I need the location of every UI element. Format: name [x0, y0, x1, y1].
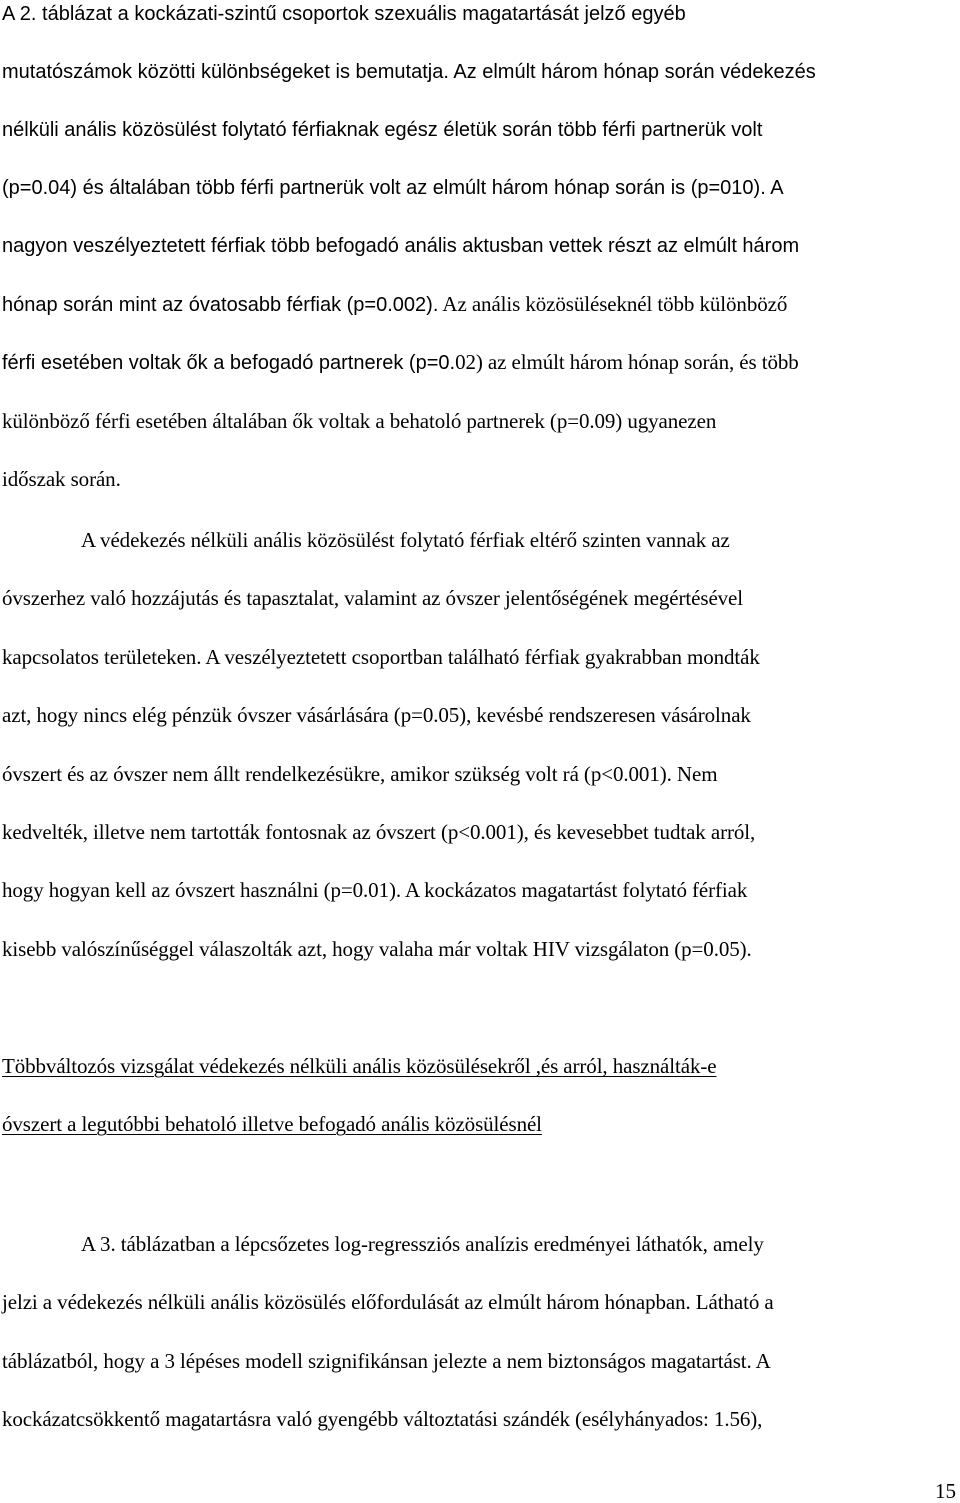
- text-line: azt, hogy nincs elég pénzük óvszer vásárlására (p=0.05), kevésbé rendszeresen vásárolnak: [2, 703, 751, 727]
- text-line: kapcsolatos területeken. A veszélyeztetett csoportban található férfiak gyakrabban mondták: [2, 645, 760, 669]
- text-line: nélküli anális közösülést folytató férfiaknak egész életük során több férfi partnerük volt: [2, 119, 763, 141]
- text-line: A védekezés nélküli anális közösülést folytató férfiak eltérő szinten vannak az: [81, 528, 730, 552]
- text-line: különböző férfi esetében általában ők voltak a behatoló partnerek (p=0.09) ugyanezen: [2, 409, 717, 433]
- heading-line: Többváltozós vizsgálat védekezés nélküli anális közösülésekről ,és arról, használták-e: [2, 1054, 717, 1078]
- text-line: kockázatcsökkentő magatartásra való gyengébb változtatási szándék (esélyhányados: 1.56),: [2, 1407, 763, 1431]
- text-line: kedvelték, illetve nem tartották fontosnak az óvszert (p<0.001), és kevesebbet tudtak arról,: [2, 820, 756, 844]
- page-number: 15: [935, 1479, 956, 1503]
- text-line: [2, 291, 787, 318]
- text-segment: hónap során mint az óvatosabb férfiak (p=0.002).: [2, 294, 439, 316]
- text-line: óvszerhez való hozzájutás és tapasztalat, valamint az óvszer jelentőségének megértésével: [2, 586, 744, 610]
- text-line: (p=0.04) és általában több férfi partnerük volt az elmúlt három hónap során is (p=010). A: [2, 177, 784, 199]
- text-line: táblázatból, hogy a 3 lépéses modell szignifikánsan jelezte a nem biztonságos magatartást. A: [2, 1349, 771, 1373]
- text-line: óvszert és az óvszer nem állt rendelkezésükre, amikor szükség volt rá (p<0.001). Nem: [2, 762, 718, 786]
- text-segment: férfi esetében voltak ők a befogadó partnerek (p=0.: [2, 352, 456, 374]
- text-line: kisebb valószínűséggel válaszolták azt, hogy valaha már voltak HIV vizsgálaton (p=0.05).: [2, 937, 752, 961]
- heading-line: óvszert a legutóbbi behatoló illetve befogadó anális közösülésnél: [2, 1112, 542, 1136]
- text-line: A 3. táblázatban a lépcsőzetes log-regressziós analízis eredményei láthatók, amely: [81, 1232, 764, 1256]
- text-line: [2, 349, 799, 376]
- text-line: időszak során.: [2, 467, 121, 491]
- text-segment: Az anális közösüléseknél több különböző: [438, 292, 788, 316]
- text-line: nagyon veszélyeztetett férfiak több befogadó anális aktusban vettek részt az elmúlt három: [2, 235, 800, 257]
- text-line: A 2. táblázat a kockázati-szintű csoportok szexuális magatartását jelző egyéb: [2, 3, 686, 25]
- text-line: jelzi a védekezés nélküli anális közösülés előfordulását az elmúlt három hónapban. Látható a: [2, 1290, 774, 1314]
- text-line: mutatószámok közötti különbségeket is bemutatja. Az elmúlt három hónap során védekezés: [2, 61, 816, 83]
- text-line: hogy hogyan kell az óvszert használni (p=0.01). A kockázatos magatartást folytató férfiak: [2, 878, 748, 902]
- text-segment: 02) az elmúlt három hónap során, és több: [455, 350, 799, 374]
